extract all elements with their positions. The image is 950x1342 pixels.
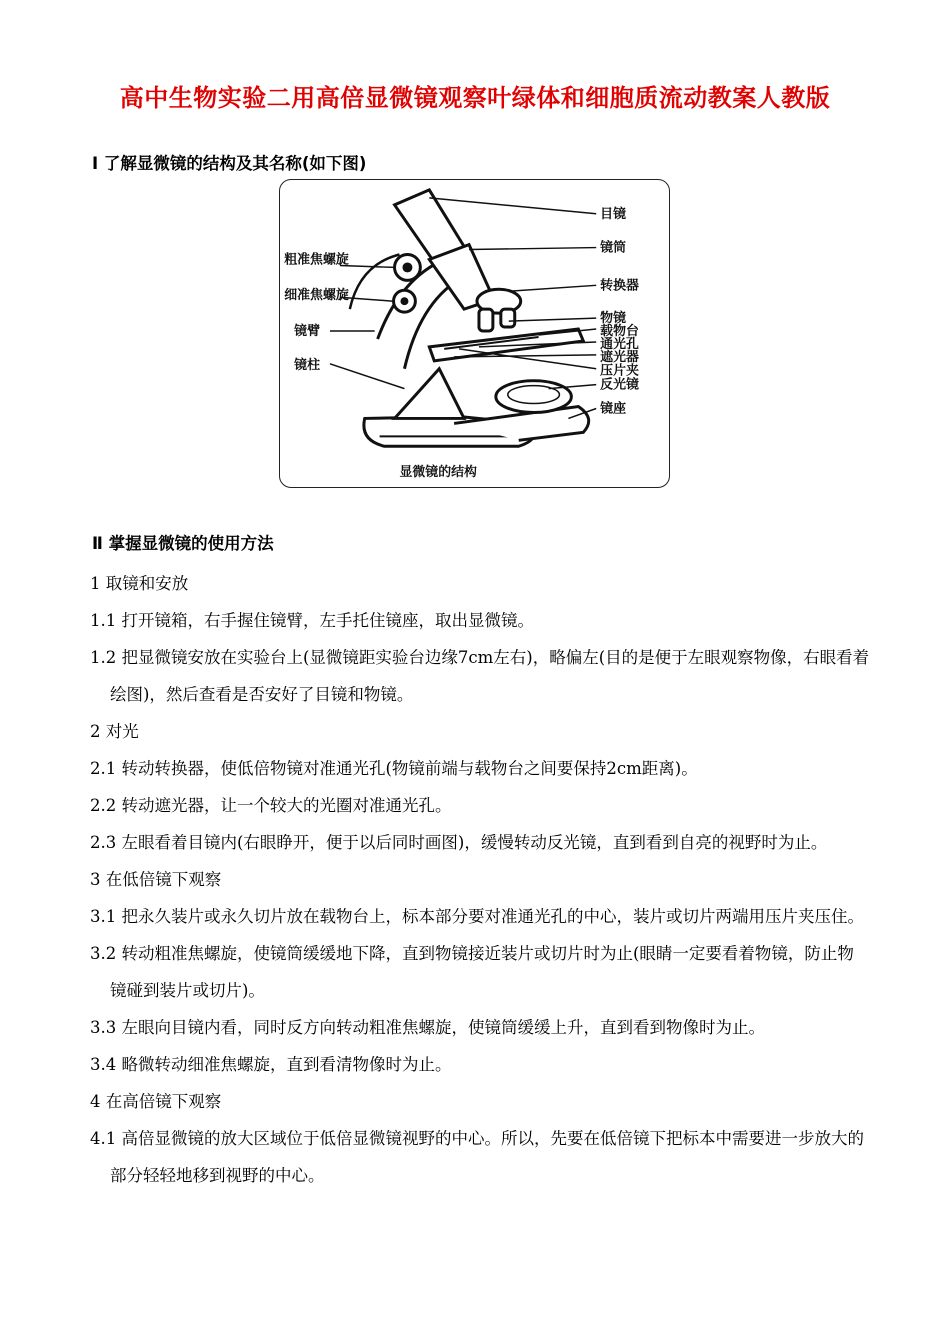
step-item: 4.1 高倍显微镜的放大区域位于低倍显微镜视野的中心。所以，先要在低倍镜下把标本中需要进一步放大的部分轻轻地移到视野的中心。 bbox=[90, 1129, 864, 1185]
microscope-diagram bbox=[279, 179, 670, 488]
step-heading: 2 对光 bbox=[90, 722, 139, 741]
step-item: 2.2 转动遮光器，让一个较大的光圈对准通光孔。 bbox=[90, 796, 452, 815]
label-light-hole: 通光孔 bbox=[600, 336, 639, 352]
label-objective: 物镜 bbox=[600, 311, 627, 327]
step-heading: 4 在高倍镜下观察 bbox=[90, 1092, 222, 1111]
label-mirror: 反光镜 bbox=[600, 377, 639, 393]
step-item: 3.2 转动粗准焦螺旋，使镜筒缓缓地下降，直到物镜接近装片或切片时为止(眼睛一定要看着物镜，防止物镜碰到装片或切片)。 bbox=[90, 944, 854, 1000]
step-item: 2.1 转动转换器，使低倍物镜对准通光孔(物镜前端与载物台之间要保持2cm距离)。 bbox=[90, 759, 698, 778]
label-eyepiece: 目镜 bbox=[600, 206, 627, 222]
section-heading-usage: Ⅱ 掌握显微镜的使用方法 bbox=[92, 534, 274, 553]
label-base: 镜座 bbox=[600, 401, 627, 417]
step-item: 3.1 把永久装片或永久切片放在载物台上，标本部分要对准通光孔的中心，装片或切片两端用压片夹压住。 bbox=[90, 907, 864, 926]
step-item: 3.4 略微转动细准焦螺旋，直到看清物像时为止。 bbox=[90, 1055, 452, 1074]
label-clip: 压片夹 bbox=[600, 363, 639, 379]
usage-steps bbox=[90, 565, 870, 1194]
step-item: 3.3 左眼向目镜内看，同时反方向转动粗准焦螺旋，使镜筒缓缓上升，直到看到物像时为止。 bbox=[90, 1018, 765, 1037]
label-revolver: 转换器 bbox=[600, 278, 639, 294]
section-heading-structure: Ⅰ 了解显微镜的结构及其名称(如下图) bbox=[92, 154, 367, 173]
label-stage: 载物台 bbox=[600, 323, 639, 339]
microscope-illustration bbox=[280, 180, 669, 487]
label-tube: 镜筒 bbox=[600, 240, 627, 256]
label-pillar: 镜柱 bbox=[294, 357, 321, 373]
label-coarse-knob: 粗准焦螺旋 bbox=[284, 252, 349, 268]
step-heading: 1 取镜和安放 bbox=[90, 574, 189, 593]
step-item: 1.2 把显微镜安放在实验台上(显微镜距实验台边缘7cm左右)，略偏左(目的是便于左眼观察物像，右眼看着绘图)，然后查看是否安好了目镜和物镜。 bbox=[90, 648, 870, 704]
step-item: 1.1 打开镜箱，右手握住镜臂，左手托住镜座，取出显微镜。 bbox=[90, 611, 534, 630]
label-diaphragm: 遮光器 bbox=[600, 349, 639, 365]
figure-caption: 显微镜的结构 bbox=[399, 465, 477, 481]
step-item: 2.3 左眼看着目镜内(右眼睁开，便于以后同时画图)，缓慢转动反光镜，直到看到自亮的视野时为止。 bbox=[90, 833, 828, 852]
label-arm: 镜臂 bbox=[294, 323, 321, 339]
step-heading: 3 在低倍镜下观察 bbox=[90, 870, 222, 889]
label-fine-knob: 细准焦螺旋 bbox=[284, 288, 349, 304]
document-title: 高中生物实验二用高倍显微镜观察叶绿体和细胞质流动教案人教版 bbox=[119, 84, 831, 112]
